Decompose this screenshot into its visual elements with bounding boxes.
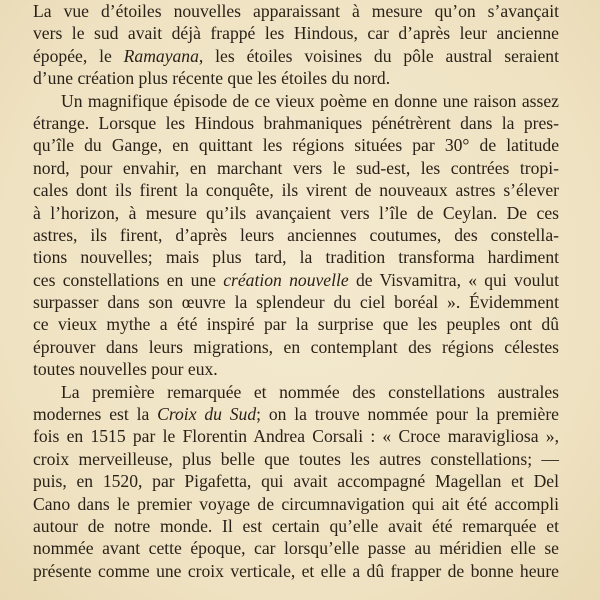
text-line: surpasser dans son œuvre la splendeur du ciel boréal ». Évidemment [33, 292, 559, 313]
text-line: épopée, le Ramayana, les étoiles voisines du pôle austral seraient [33, 45, 559, 66]
text-line: toutes nouvelles pour eux. [33, 359, 218, 380]
page-body-text [33, 0, 559, 582]
text-line: à l’horizon, à mesure qu’ils avançaient vers l’île de Ceylan. De ces [33, 202, 559, 223]
text-line: puis, en 1520, par Pigafetta, qui avait accompagné Magellan et Del [33, 471, 559, 492]
paragraph-ramayana [33, 0, 559, 90]
text-line: nommée avant cette époque, car lorsqu’elle passe au méridien elle se [33, 538, 559, 559]
text-line: autour de notre monde. Il est certain qu’elle avait été remarquée et [33, 515, 559, 536]
text-line: présente comme une croix verticale, et elle a dû frapper de bonne heure [33, 560, 559, 581]
text-line: fois en 1515 par le Florentin Andrea Corsali : « Croce maravigliosa », [33, 426, 559, 447]
text-line: Un magnifique épisode de ce vieux poème en donne une raison assez [61, 90, 559, 111]
text-line: nord, pour envahir, en marchant vers le sud-est, les contrées tropi- [33, 157, 559, 178]
text-line: étrange. Lorsque les Hindous brahmaniques pénétrèrent dans la pres- [33, 112, 559, 133]
paragraph-episode [33, 90, 559, 381]
text-line: d’une création plus récente que les étoiles du nord. [33, 68, 391, 89]
text-line: cales dont ils firent la conquête, ils virent de nouveaux astres s’élever [33, 180, 559, 201]
text-line: La première remarquée et nommée des constellations australes [61, 381, 559, 402]
text-line: ce vieux mythe a été inspiré par la surprise que les peuples ont dû [33, 314, 559, 335]
text-line: astres, ils firent, d’après leurs anciennes coutumes, des constella- [33, 224, 559, 245]
text-line: modernes est la Croix du Sud; on la trouve nommée pour la première [33, 404, 559, 425]
text-line: tions nouvelles; mais plus tard, la tradition transforma hardiment [33, 247, 559, 268]
text-line: ces constellations en une création nouvelle de Visvamitra, « qui voulut [33, 269, 559, 290]
text-line: La vue d’étoiles nouvelles apparaissant à mesure qu’on s’avançait [33, 1, 559, 21]
text-line: croix merveilleuse, plus belle que toutes les autres constellations; — [33, 448, 559, 469]
text-line: éprouver dans leurs migrations, en contemplant des régions célestes [33, 336, 559, 357]
text-line: vers le sud avait déjà frappé les Hindous, car d’après leur ancienne [33, 23, 559, 44]
paragraph-croix-du-sud [33, 381, 559, 583]
text-line: qu’île du Gange, en quittant les régions situées par 30° de latitude [33, 135, 559, 156]
text-line: Cano dans le premier voyage de circumnavigation qui ait été accompli [33, 493, 559, 514]
